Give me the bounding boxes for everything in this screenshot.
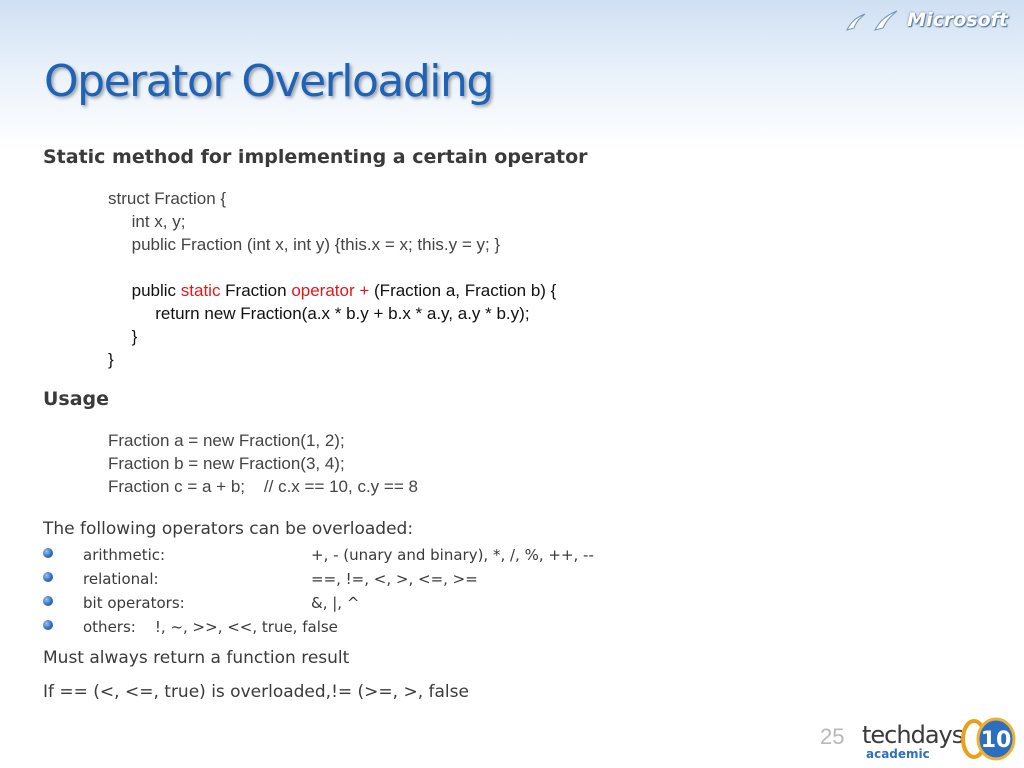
operators-intro: The following operators can be overloaded: bbox=[43, 519, 414, 539]
techdays-academic-label: academic bbox=[866, 747, 930, 761]
code-line: Fraction a = new Fraction(1, 2); bbox=[108, 431, 345, 450]
bird-icon bbox=[873, 8, 899, 32]
code-line: public Fraction (int x, int y) {this.x = x; this.y = y; } bbox=[108, 235, 501, 254]
code-line: } bbox=[108, 327, 138, 346]
bullet-label: bit operators: bbox=[83, 594, 185, 612]
bullet-value: &, |, ^ bbox=[311, 594, 360, 612]
code-text: Fraction bbox=[220, 281, 292, 300]
bullet-icon bbox=[43, 596, 53, 606]
note-return-result: Must always return a function result bbox=[43, 648, 350, 668]
section-heading-static-method: Static method for implementing a certain operator bbox=[43, 146, 588, 168]
bullet-icon bbox=[43, 548, 53, 558]
bullet-label: others: !, ~, >>, <<, true, false bbox=[83, 618, 338, 636]
bird-icon bbox=[845, 10, 867, 32]
code-line: struct Fraction { bbox=[108, 189, 227, 208]
code-keyword-operator: operator + bbox=[291, 281, 370, 300]
code-line-operator bbox=[108, 279, 556, 302]
badge-number: 10 bbox=[980, 728, 1012, 753]
section-heading-usage: Usage bbox=[43, 388, 110, 410]
code-keyword-static: static bbox=[180, 281, 221, 300]
microsoft-logo bbox=[845, 8, 1008, 32]
code-line: return new Fraction(a.x * b.y + b.x * a.y, a.y * b.y); bbox=[108, 304, 530, 323]
code-block-usage bbox=[108, 429, 418, 498]
code-line: Fraction b = new Fraction(3, 4); bbox=[108, 454, 345, 473]
page-number: 25 bbox=[820, 724, 845, 749]
bullet-value: ==, !=, <, >, <=, >= bbox=[311, 570, 478, 588]
bullet-icon bbox=[43, 620, 53, 630]
code-text: (Fraction a, Fraction b) { bbox=[369, 281, 557, 300]
slide-title: Operator Overloading bbox=[44, 56, 493, 107]
techdays-wordmark: techdays bbox=[862, 721, 964, 749]
microsoft-logo-text: Microsoft bbox=[907, 9, 1008, 31]
techdays-10-badge-icon bbox=[960, 716, 1016, 762]
bullet-icon bbox=[43, 572, 53, 582]
code-line: int x, y; bbox=[108, 212, 186, 231]
code-blank-line bbox=[108, 256, 556, 279]
code-block-fraction bbox=[108, 187, 556, 371]
techdays-logo bbox=[862, 722, 963, 760]
code-text: public bbox=[108, 281, 181, 300]
bullet-value: +, - (unary and binary), *, /, %, ++, -- bbox=[311, 546, 594, 564]
bullet-label: relational: bbox=[83, 570, 159, 588]
code-line: } bbox=[108, 350, 114, 369]
bird-icons bbox=[845, 8, 899, 32]
bullet-label: arithmetic: bbox=[83, 546, 166, 564]
code-line: Fraction c = a + b; // c.x == 10, c.y == 8 bbox=[108, 477, 418, 496]
note-overload-pairs: If == (<, <=, true) is overloaded,!= (>=, >, false bbox=[43, 682, 469, 702]
